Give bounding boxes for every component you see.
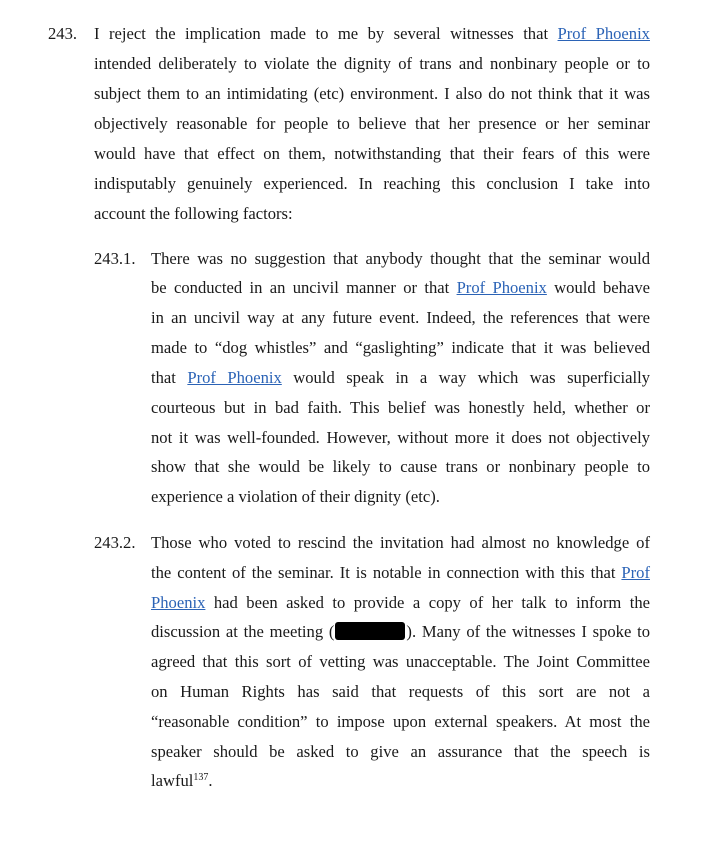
redaction-block [335,622,405,640]
text-line: made to “dog whistles” and “gaslighting” indicate that it was believed [151,338,650,357]
footnote-marker[interactable]: 137 [193,772,209,783]
text-line: lawful$^{137}$. [151,771,213,790]
text-line: I reject the implication made to me by several witnesses that Prof Phoenix [94,24,650,43]
text-line: indisputably genuinely experienced. In reaching this conclusion I take into [94,174,650,193]
text-line: not it was well-founded. However, without more it does not objectively [151,428,650,447]
text-line: that Prof Phoenix would speak in a way which was superficially [151,368,651,387]
prof-phoenix-link[interactable]: Phoenix [151,593,206,612]
text-line: the content of the seminar. It is notable in connection with this that Prof [151,563,650,582]
text-line: intended deliberately to violate the dignity of trans and nonbinary people or to [94,54,650,73]
paragraph-number: 243.1. [94,249,136,268]
text-line: objectively reasonable for people to believe that her presence or her seminar [94,114,650,133]
text-line: There was no suggestion that anybody thought that the seminar would [151,249,650,268]
prof-phoenix-link[interactable]: Prof Phoenix [456,278,547,297]
text-line: speaker should be asked to give an assurance that the speech is [151,742,650,761]
text-line: Those who voted to rescind the invitation had almost no knowledge of [151,533,650,552]
text-line: show that she would be likely to cause trans or nonbinary people to [151,457,650,476]
text-line: agreed that this sort of vetting was unacceptable. The Joint Committee [151,652,650,671]
text-line: courteous but in bad faith. This belief was honestly held, whether or [151,398,650,417]
text-line: subject them to an intimidating (etc) environment. I also do not think that it was [94,84,650,103]
text-line: in an uncivil way at any future event. Indeed, the references that were [151,308,650,327]
text-line: discussion at the meeting ( ). Many of the witnesses I spoke to [151,622,650,641]
text-line: would have that effect on them, notwithstanding that their fears of this were [94,144,650,163]
prof-phoenix-link[interactable]: Prof Phoenix [187,368,282,387]
text-line: experience a violation of their dignity (etc). [151,487,440,506]
text-line: “reasonable condition” to impose upon external speakers. At most the [151,712,650,731]
text-line: be conducted in an uncivil manner or that Prof Phoenix would behave [151,278,650,297]
text-line: Phoenix had been asked to provide a copy of her talk to inform the [151,593,650,612]
prof-phoenix-link[interactable]: Prof [621,563,650,582]
text-line: account the following factors: [94,204,293,223]
paragraph-number: 243.2. [94,533,136,552]
paragraph-number: 243. [48,24,78,43]
prof-phoenix-link[interactable]: Prof Phoenix [557,24,650,43]
text-line: on Human Rights has said that requests of this sort are not a [151,682,650,701]
